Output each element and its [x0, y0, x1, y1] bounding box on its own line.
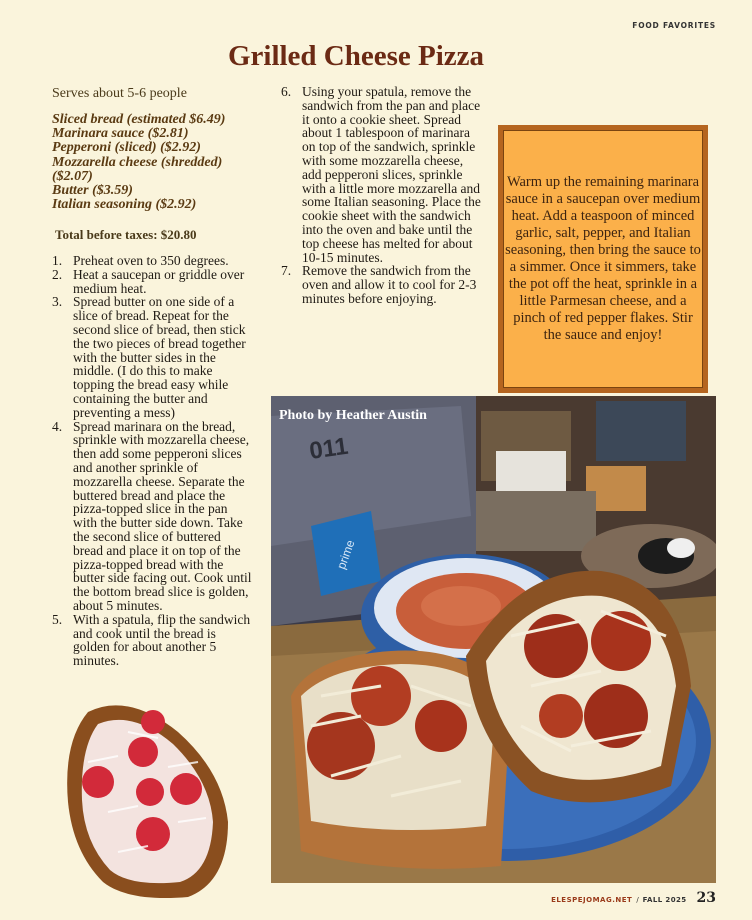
step-number: 5. — [52, 611, 63, 627]
step-item — [52, 254, 252, 268]
step-number: 1. — [52, 253, 63, 268]
food-photo-illustration — [271, 396, 716, 883]
ingredient-item: Pepperoni (sliced) ($2.92) — [52, 140, 201, 156]
step-number: 3. — [52, 294, 63, 310]
box-prime-text: prime — [334, 538, 358, 572]
pepperoni-slice — [141, 710, 165, 734]
step-number: 4. — [52, 418, 63, 434]
ingredient-item: Mozzarella cheese (shredded) ($2.07) — [52, 154, 223, 184]
step-number: 2. — [52, 266, 63, 282]
step-item — [52, 295, 252, 419]
step-item — [52, 268, 252, 296]
step-text: Remove the sandwich from the oven and allow it to cool for 2-3 minutes before enjoying. — [302, 263, 477, 306]
sauce-tip-inner — [503, 130, 703, 388]
step-text: Using your spatula, remove the sandwich from the pan and place it onto a cookie sheet. Spread about 1 tablespoon of marinara on top of the sandwich, sprinkle with some mozzarella cheese, add pepperoni slices, sprinkle with a little more mozzarella and some Italian seasoning. Place the cookie sheet with the sandwich into the oven and bake until the top cheese has melted for about 10-15 minutes. — [302, 84, 481, 265]
step-number: 6. — [281, 84, 292, 99]
box-label-text: 011 — [307, 432, 350, 465]
section-tag: FOOD FAVORITES — [632, 21, 716, 30]
step-text: Heat a saucepan or griddle over medium heat. — [73, 266, 245, 296]
ingredient-item: Italian seasoning ($2.92) — [52, 197, 197, 213]
sauce-tip-box — [498, 125, 708, 393]
pepperoni-slice — [170, 773, 202, 805]
step-item — [52, 613, 252, 668]
step-text: Preheat oven to 350 degrees. — [73, 253, 229, 268]
pepperoni-slice — [82, 766, 114, 798]
step-number: 7. — [281, 263, 292, 279]
page-footer — [551, 890, 716, 906]
page-title: Grilled Cheese Pizza — [227, 40, 485, 72]
pepperoni-slice — [136, 817, 170, 851]
steps-list-right — [281, 85, 481, 306]
step-text: Spread marinara on the bread, sprinkle with mozzarella cheese, then add some pepperoni slices and another sprinkle of mozzarella cheese. Separate the buttered bread and place the pizza-topped slice in the pan with the butter side down. Take the second slice of buttered bread and place it on top of the pizza-topped bread with the butter side facing out. Cook until the bottom bread slice is golden, about 5 minutes. — [73, 418, 252, 613]
step-text: Spread butter on one side of a slice of bread. Repeat for the second slice of bread, then stick the two pieces of bread together with the butter sides in the middle. (I do this to make topping the bread easy while containing the butter and preventing a mess) — [73, 294, 246, 420]
steps-list-left — [52, 254, 252, 668]
ingredients-list — [52, 113, 247, 212]
sauce-tip-text: Warm up the remaining marinara sauce in a saucepan over medium heat. Add a teaspoon of minced garlic, salt, pepper, and Italian seasoning, then bring the sauce to a simmer. Once it simmers, take the pot off the heat, sprinkle in a little Parmesan cheese, and a pinch of red pepper flakes. Stir the sauce and enjoy! — [505, 174, 701, 343]
footer-issue: FALL 2025 — [642, 896, 687, 904]
ingredient-item: Sliced bread (estimated $6.49) — [52, 112, 226, 127]
photo-credit: Photo by Heather Austin — [279, 408, 427, 423]
step-item — [281, 85, 481, 264]
ingredient-item: Marinara sauce ($2.81) — [52, 126, 189, 142]
step-item — [281, 264, 481, 305]
food-photo — [271, 396, 716, 883]
total-cost: Total before taxes: $20.80 — [55, 227, 197, 242]
footer-site: ELESPEJOMAG.NET — [551, 896, 633, 904]
pepperoni-slice — [136, 778, 164, 806]
ingredient-item: Butter ($3.59) — [52, 183, 133, 199]
serves-text: Serves about 5-6 people — [52, 86, 187, 101]
step-text: With a spatula, flip the sandwich and cook until the bread is golden for about another 5 minutes. — [73, 611, 251, 669]
footer-separator: / — [636, 896, 639, 904]
page-number: 23 — [696, 890, 716, 906]
step-item — [52, 420, 252, 613]
pepperoni-slice — [128, 737, 158, 767]
toast-illustration — [58, 692, 238, 902]
